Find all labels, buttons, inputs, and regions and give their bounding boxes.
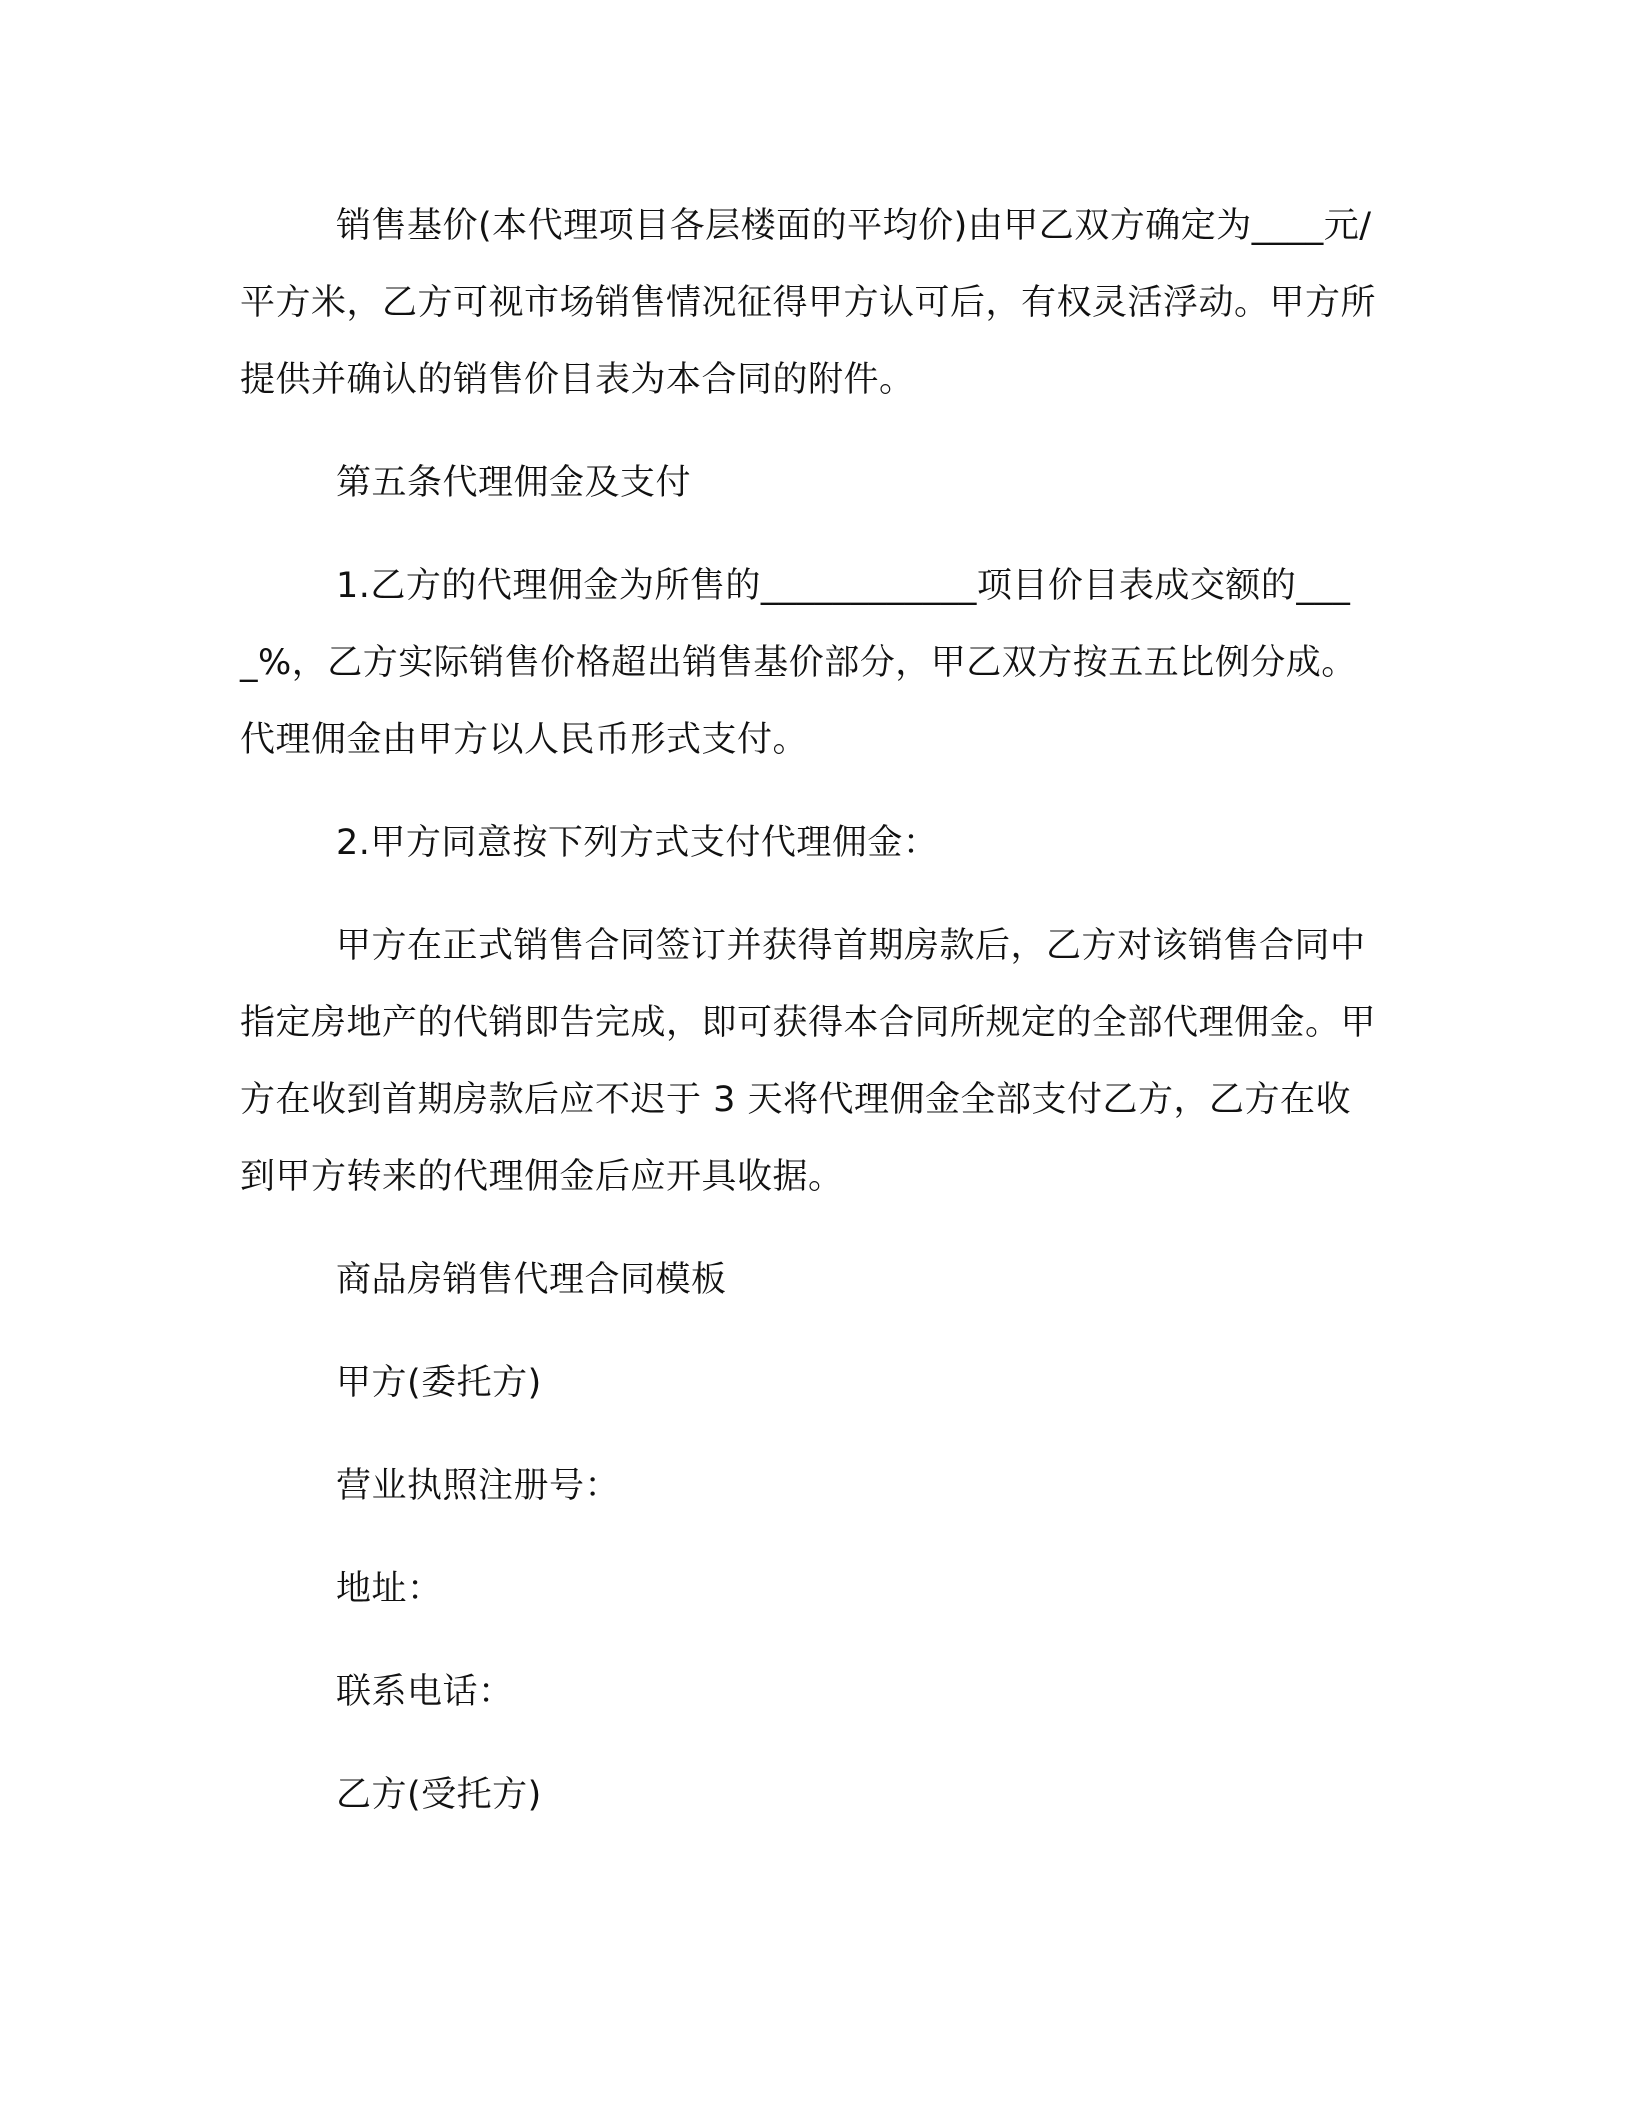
phone-label: 联系电话： [336, 1672, 514, 1712]
paragraph-payment-method-intro: 2.甲方同意按下列方式支付代理佣金： [336, 823, 939, 863]
section-heading-article-5: 第五条代理佣金及支付 [336, 463, 692, 503]
paragraph-payment-terms: 甲方在正式销售合同签订并获得首期房款后，乙方对该销售合同中指定房地产的代销即告完成，即可获得本合同所规定的全部代理佣金。甲方在收到首期房款后应不迟于 3 天将代理佣金全部支付乙方，乙方在收到甲方转来的代理佣金后应开具收据。 [240, 926, 1377, 1197]
paragraph-base-price: 销售基价(本代理项目各层楼面的平均价)由甲乙双方确定为____元/平方米，乙方可视市场销售情况征得甲方认可后，有权灵活浮动。甲方所提供并确认的销售价目表为本合同的附件。 [240, 206, 1377, 400]
address-label: 地址： [336, 1569, 443, 1609]
document-body [240, 188, 1380, 1834]
party-a-label: 甲方(委托方) [336, 1363, 542, 1403]
template-title: 商品房销售代理合同模板 [336, 1260, 727, 1300]
business-license-label: 营业执照注册号： [336, 1466, 621, 1506]
party-b-label: 乙方(受托方) [336, 1775, 542, 1815]
paragraph-commission-rate: 1.乙方的代理佣金为所售的____________项目价目表成交额的____%，乙方实际销售价格超出销售基价部分，甲乙双方按五五比例分成。代理佣金由甲方以人民币形式支付。 [240, 566, 1357, 760]
